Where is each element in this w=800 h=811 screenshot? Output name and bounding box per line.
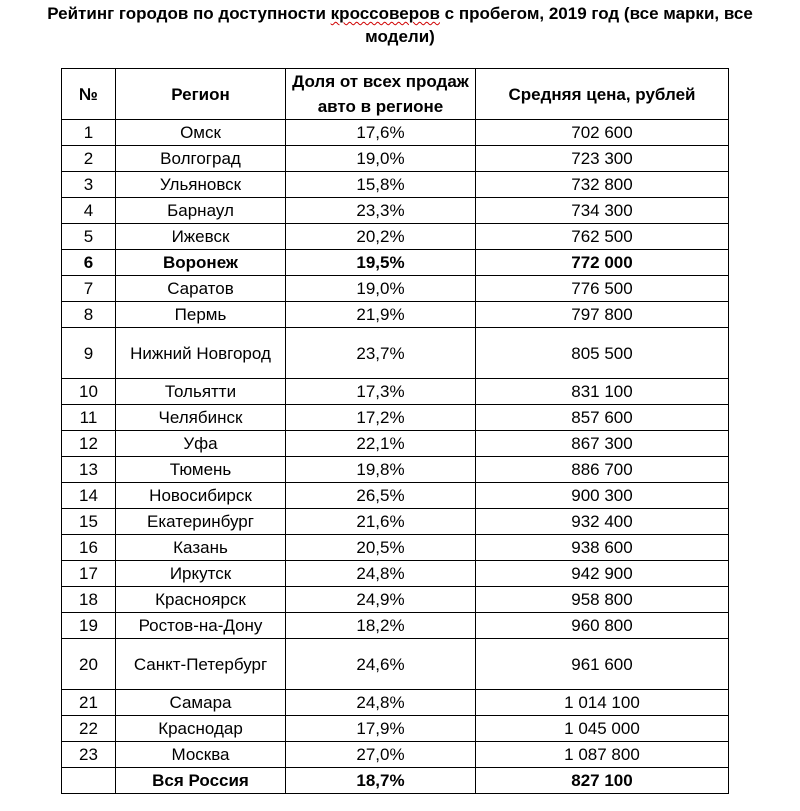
- cell-region: Екатеринбург: [116, 509, 286, 535]
- cell-price: 958 800: [476, 587, 729, 613]
- table-row: [62, 302, 729, 328]
- table-row: [62, 276, 729, 302]
- rating-table: [61, 68, 729, 794]
- header-region: Регион: [116, 69, 286, 120]
- table-row: [62, 172, 729, 198]
- cell-number: [62, 768, 116, 794]
- cell-number: 10: [62, 379, 116, 405]
- cell-number: 16: [62, 535, 116, 561]
- cell-price: 831 100: [476, 379, 729, 405]
- cell-number: 11: [62, 405, 116, 431]
- table-row: [62, 639, 729, 690]
- table-row: [62, 561, 729, 587]
- table-row: [62, 613, 729, 639]
- cell-number: 18: [62, 587, 116, 613]
- cell-price: 762 500: [476, 224, 729, 250]
- cell-price: 732 800: [476, 172, 729, 198]
- table-total-row: [62, 768, 729, 794]
- cell-region: Уфа: [116, 431, 286, 457]
- cell-price: 938 600: [476, 535, 729, 561]
- cell-share: 21,6%: [286, 509, 476, 535]
- table-row: [62, 431, 729, 457]
- cell-number: 15: [62, 509, 116, 535]
- cell-share: 19,0%: [286, 146, 476, 172]
- table-row: [62, 146, 729, 172]
- table-row: [62, 198, 729, 224]
- cell-price: 1 045 000: [476, 716, 729, 742]
- cell-share: 19,5%: [286, 250, 476, 276]
- cell-region: Красноярск: [116, 587, 286, 613]
- table-row: [62, 120, 729, 146]
- cell-number: 1: [62, 120, 116, 146]
- cell-share: 24,8%: [286, 690, 476, 716]
- table-row: [62, 535, 729, 561]
- cell-region: Ростов-на-Дону: [116, 613, 286, 639]
- cell-price: 960 800: [476, 613, 729, 639]
- cell-region: Ульяновск: [116, 172, 286, 198]
- cell-price: 867 300: [476, 431, 729, 457]
- cell-number: 20: [62, 639, 116, 690]
- cell-number: 3: [62, 172, 116, 198]
- table-row: [62, 457, 729, 483]
- page-title: [0, 2, 800, 48]
- cell-share: 24,6%: [286, 639, 476, 690]
- cell-share: 17,6%: [286, 120, 476, 146]
- table-row: [62, 379, 729, 405]
- cell-price: 961 600: [476, 639, 729, 690]
- title-line-2: модели): [365, 27, 435, 46]
- table-row: [62, 405, 729, 431]
- table-row: [62, 509, 729, 535]
- cell-region: Нижний Новгород: [116, 328, 286, 379]
- cell-price: 776 500: [476, 276, 729, 302]
- table-row: [62, 224, 729, 250]
- table-row: [62, 483, 729, 509]
- cell-region: Краснодар: [116, 716, 286, 742]
- header-number: №: [62, 69, 116, 120]
- title-part-3: с пробегом, 2019 год (все марки, все: [439, 4, 753, 23]
- table-header-row: [62, 69, 729, 120]
- cell-number: 4: [62, 198, 116, 224]
- cell-share: 18,7%: [286, 768, 476, 794]
- cell-region: Челябинск: [116, 405, 286, 431]
- cell-share: 20,5%: [286, 535, 476, 561]
- cell-price: 900 300: [476, 483, 729, 509]
- cell-price: 857 600: [476, 405, 729, 431]
- cell-number: 14: [62, 483, 116, 509]
- cell-region: Вся Россия: [116, 768, 286, 794]
- cell-share: 18,2%: [286, 613, 476, 639]
- table-row: [62, 716, 729, 742]
- cell-price: 1 087 800: [476, 742, 729, 768]
- cell-price: 797 800: [476, 302, 729, 328]
- cell-price: 932 400: [476, 509, 729, 535]
- table-row: [62, 690, 729, 716]
- cell-region: Пермь: [116, 302, 286, 328]
- cell-share: 19,8%: [286, 457, 476, 483]
- header-price: Средняя цена, рублей: [476, 69, 729, 120]
- cell-price: 702 600: [476, 120, 729, 146]
- cell-share: 17,3%: [286, 379, 476, 405]
- cell-number: 17: [62, 561, 116, 587]
- cell-number: 21: [62, 690, 116, 716]
- table-body: [62, 120, 729, 794]
- table-row: [62, 587, 729, 613]
- cell-region: Тольятти: [116, 379, 286, 405]
- cell-number: 22: [62, 716, 116, 742]
- cell-region: Воронеж: [116, 250, 286, 276]
- cell-region: Тюмень: [116, 457, 286, 483]
- cell-number: 12: [62, 431, 116, 457]
- cell-region: Саратов: [116, 276, 286, 302]
- cell-number: 23: [62, 742, 116, 768]
- cell-number: 13: [62, 457, 116, 483]
- cell-share: 15,8%: [286, 172, 476, 198]
- cell-price: 772 000: [476, 250, 729, 276]
- cell-share: 24,8%: [286, 561, 476, 587]
- title-part-1: Рейтинг городов по доступности: [47, 4, 331, 23]
- cell-share: 17,9%: [286, 716, 476, 742]
- cell-region: Ижевск: [116, 224, 286, 250]
- cell-price: 827 100: [476, 768, 729, 794]
- cell-share: 22,1%: [286, 431, 476, 457]
- cell-number: 19: [62, 613, 116, 639]
- cell-price: 805 500: [476, 328, 729, 379]
- cell-number: 7: [62, 276, 116, 302]
- cell-share: 20,2%: [286, 224, 476, 250]
- table-row: [62, 250, 729, 276]
- cell-region: Новосибирск: [116, 483, 286, 509]
- table-row: [62, 742, 729, 768]
- cell-share: 27,0%: [286, 742, 476, 768]
- cell-share: 26,5%: [286, 483, 476, 509]
- cell-number: 2: [62, 146, 116, 172]
- cell-region: Санкт-Петербург: [116, 639, 286, 690]
- header-share: Доля от всех продаж авто в регионе: [286, 69, 476, 120]
- cell-region: Волгоград: [116, 146, 286, 172]
- cell-share: 24,9%: [286, 587, 476, 613]
- cell-share: 17,2%: [286, 405, 476, 431]
- cell-price: 734 300: [476, 198, 729, 224]
- cell-price: 886 700: [476, 457, 729, 483]
- cell-region: Казань: [116, 535, 286, 561]
- cell-region: Иркутск: [116, 561, 286, 587]
- cell-region: Омск: [116, 120, 286, 146]
- cell-price: 942 900: [476, 561, 729, 587]
- cell-number: 8: [62, 302, 116, 328]
- cell-number: 9: [62, 328, 116, 379]
- cell-share: 19,0%: [286, 276, 476, 302]
- cell-region: Самара: [116, 690, 286, 716]
- cell-number: 6: [62, 250, 116, 276]
- cell-share: 23,3%: [286, 198, 476, 224]
- title-part-2: кроссоверов: [330, 4, 440, 23]
- table-row: [62, 328, 729, 379]
- cell-share: 21,9%: [286, 302, 476, 328]
- cell-number: 5: [62, 224, 116, 250]
- cell-price: 1 014 100: [476, 690, 729, 716]
- cell-region: Барнаул: [116, 198, 286, 224]
- cell-share: 23,7%: [286, 328, 476, 379]
- cell-region: Москва: [116, 742, 286, 768]
- cell-price: 723 300: [476, 146, 729, 172]
